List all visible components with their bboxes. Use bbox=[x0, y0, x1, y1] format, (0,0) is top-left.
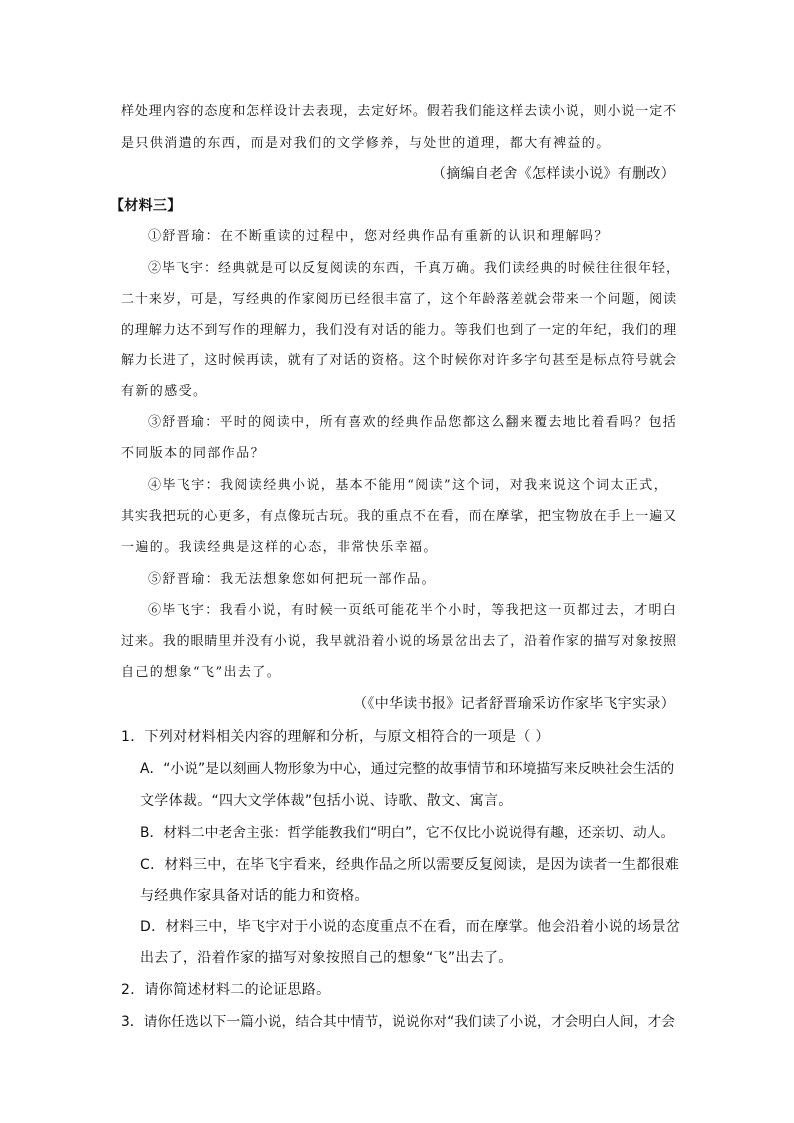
material3-line-4: 的理解力达不到写作的理解力，我们没有对话的能力。等我们也到了一定的年纪，我们的理 bbox=[121, 323, 678, 338]
material3-title: 【材料三】 bbox=[110, 198, 182, 214]
question-1-option-d-cont: 出去了，沿着作家的描写对象按照自己的想象“飞”出去了。 bbox=[140, 950, 513, 966]
material2-source: （摘编自老舍《怎样读小说》有删改） bbox=[431, 166, 675, 182]
material3-line-8: 不同版本的同部作品？ bbox=[121, 446, 266, 461]
material3-line-3: 二十来岁，可是，写经典的作家阅历已经很丰富了，这个年龄落差就会带来一个问题，阅读 bbox=[121, 292, 678, 307]
material3-line-12: ⑤舒晋瑜：我无法想象您如何把玩一部作品。 bbox=[148, 572, 437, 587]
question-1-option-c: C．材料三中，在毕飞宇看来，经典作品之所以需要反复阅读，是因为读者一生都很难 bbox=[140, 857, 680, 873]
question-1-stem: 1．下列对材料相关内容的理解和分析，与原文相符合的一项是（ ） bbox=[121, 729, 550, 745]
question-3: 3．请你任选以下一篇小说，结合其中情节，说说你对“我们读了小说，才会明白人间，才会 bbox=[121, 1014, 676, 1030]
material3-source: （《中华读书报》记者舒晋瑜采访作家毕飞宇实录） bbox=[353, 696, 675, 712]
material3-line-11: 一遍的。我读经典是这样的心态，非常快乐幸福。 bbox=[121, 540, 438, 555]
material3-line-1: ①舒晋瑜：在不断重读的过程中，您对经典作品有重新的认识和理解吗？ bbox=[148, 229, 609, 244]
material3-line-6: 有新的感受。 bbox=[121, 384, 208, 399]
material3-line-15: 自己的想象“飞”出去了。 bbox=[121, 665, 282, 680]
material2-line-1: 样处理内容的态度和怎样设计去表现，去定好坏。假若我们能这样去读小说，则小说一定不 bbox=[121, 104, 678, 119]
question-1-option-a: A．“小说”是以刻画人物形象为中心，通过完整的故事情节和环境描写来反映社会生活的 bbox=[140, 761, 675, 777]
question-1-option-b: B．材料二中老舍主张：哲学能教我们“明白”，它不仅比小说说得有趣，还亲切、动人。 bbox=[140, 825, 675, 841]
question-1-option-d: D．材料三中，毕飞宇对于小说的态度重点不在看，而在摩掌。他会沿着小说的场景岔 bbox=[140, 919, 681, 935]
material3-line-14: 过来。我的眼睛里并没有小说，我早就沿着小说的场景岔出去了，沿着作家的描写对象按照 bbox=[121, 634, 678, 649]
material3-line-7: ③舒晋瑜：平时的阅读中，所有喜欢的经典作品您都这么翻来覆去地比着看吗？包括 bbox=[148, 415, 678, 430]
material3-line-2: ②毕飞宇：经典就是可以反复阅读的东西，千真万确。我们读经典的时候往往很年轻， bbox=[148, 261, 681, 276]
question-1-option-c-cont: 与经典作家具备对话的能力和资格。 bbox=[140, 888, 369, 904]
question-2: 2．请你简述材料二的论证思路。 bbox=[121, 982, 331, 998]
material3-line-9: ④毕飞宇：我阅读经典小说，基本不能用“阅读”这个词，对我来说这个词太正式， bbox=[148, 478, 669, 493]
material3-line-13: ⑥毕飞宇：我看小说，有时候一页纸可能花半个小时，等我把这一页都过去，才明白 bbox=[148, 603, 678, 618]
material2-line-2: 是只供消遣的东西，而是对我们的文学修养，与处世的道理，都大有裨益的。 bbox=[121, 136, 611, 151]
material3-line-10: 其实我把玩的心更多，有点像玩古玩。我的重点不在看，而在摩挲，把宝物放在手上一遍又 bbox=[121, 509, 678, 524]
question-1-option-a-cont: 文学体裁。“四大文学体裁”包括小说、诗歌、散文、寓言。 bbox=[140, 793, 513, 809]
material3-line-5: 解力长进了，这时候再读，就有了对话的资格。这个时候你对许多字句甚至是标点符号就会 bbox=[121, 353, 678, 368]
